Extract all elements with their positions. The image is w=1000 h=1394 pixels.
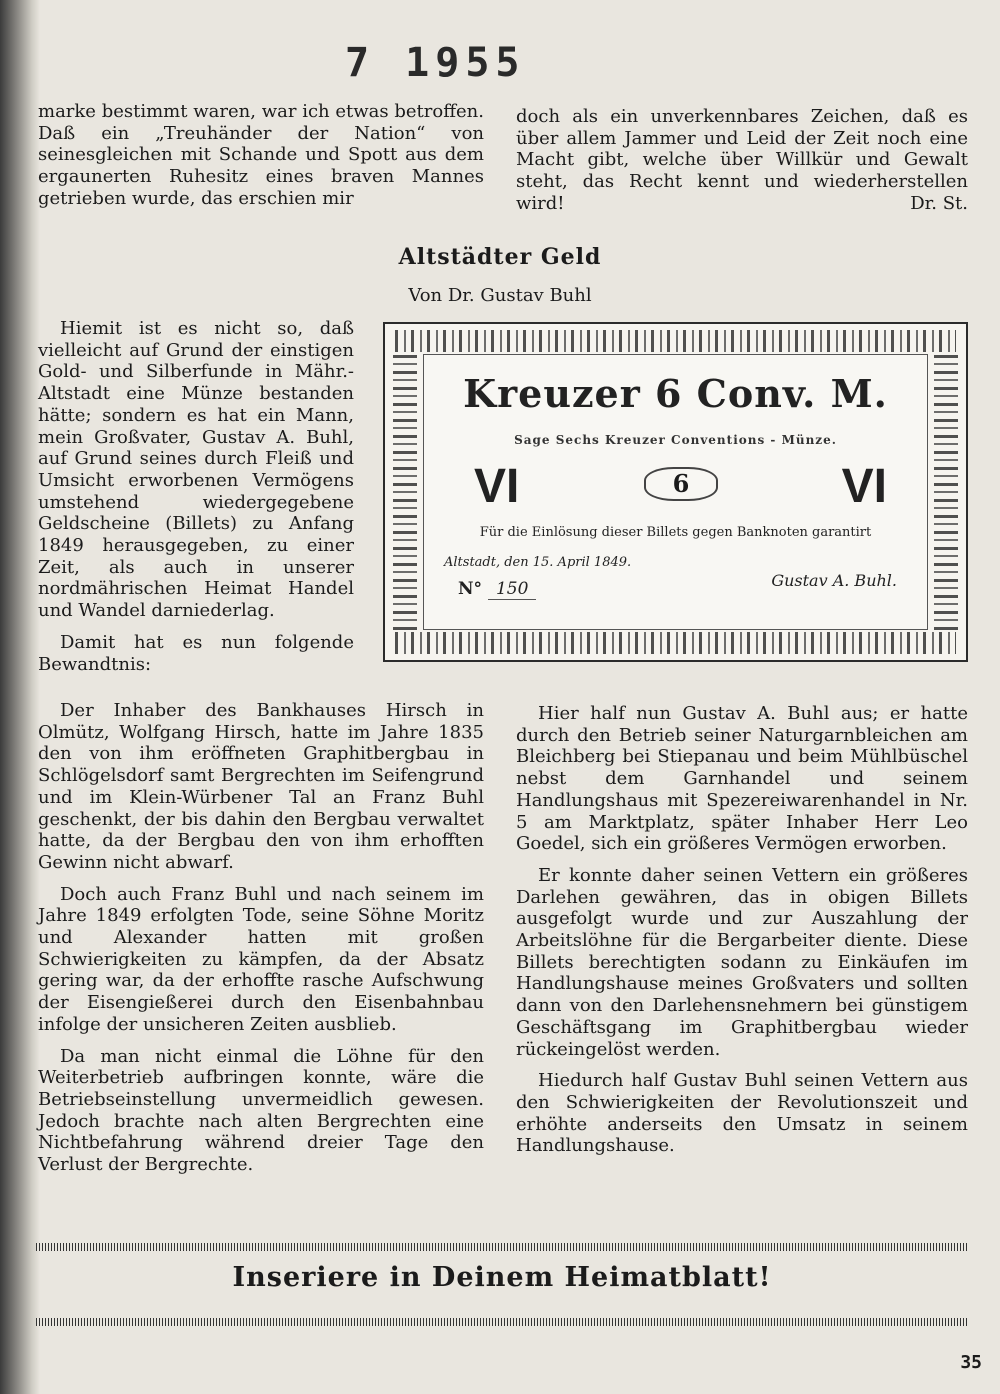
banknote-value-center: 6 [644, 467, 718, 501]
banknote-heading: Kreuzer 6 Conv. M. [463, 371, 888, 416]
banknote-number [458, 579, 536, 599]
top-left-text: marke bestimmt waren, war ich etwas betroffen. Daß ein „Treuhänder der Nation“ von seinesgleichen mit Schande und Spott aus dem ergaunerten Ruhesitz eines braven Mannes getrieben wurde, das erschien mir [38, 101, 484, 209]
issue-header: 7 1955 [345, 40, 526, 86]
banknote-field [423, 354, 928, 630]
article-column-right [516, 703, 968, 1167]
divider-top [36, 1243, 968, 1251]
banknote-number-value: 150 [488, 579, 536, 600]
banknote-ornament-top [395, 330, 956, 352]
banknote-date: Altstadt, den 15. April 1849. [444, 555, 632, 570]
banknote-subheading: Sage Sechs Kreuzer Conventions - Münze. [514, 433, 837, 447]
top-right-column [516, 106, 968, 225]
banknote-illustration [383, 322, 968, 662]
article-paragraph: Da man nicht einmal die Löhne für den Weiterbetrieb aufbringen konnte, wäre die Betriebseinstellung unvermeidlich gewesen. Jedoch brachte nach alten Bergrechten eine Nichtbefahrung während dreier Tage den Verlust der Bergrechte. [38, 1045, 484, 1176]
top-right-body: doch als ein unverkennbares Zeichen, daß es über allem Jammer und Leid der Zeit noch eine Macht gibt, welche über Willkür und Gewalt steht, das Recht kennt und wiederherstellen wird! [516, 106, 968, 214]
banknote-ornament-left [393, 354, 417, 630]
advertisement-slogan: Inseriere in Deinem Heimatblatt! [232, 1262, 772, 1293]
page-number: 35 [960, 1352, 982, 1373]
article-paragraph: Doch auch Franz Buhl und nach seinem im Jahre 1849 erfolgten Tode, seine Söhne Moritz und Alexander hatten mit großen Schwierigkeiten zu kämpfen, da der Absatz gering war, da der erhoffte rasche Aufschwung der Eisengießerei durch den Eisenbahnbau infolge der unsicheren Zeiten ausblieb. [38, 883, 484, 1035]
top-right-text [516, 106, 968, 215]
banknote-guarantee: Für die Einlösung dieser Billets gegen Banknoten garantirt [479, 525, 872, 540]
article-title: Altstädter Geld [398, 244, 602, 270]
book-spine-shadow [0, 0, 40, 1394]
article-paragraph: Damit hat es nun folgende Bewandtnis: [38, 631, 354, 675]
article-column-left [38, 700, 484, 1186]
article-paragraph: Hiemit ist es nicht so, daß vielleicht auf Grund der einstigen Gold- und Silberfunde in Mähr.-Altstadt eine Münze bestanden hätte; sondern es hat ein Mann, mein Großvater, Gustav A. Buhl, auf Grund seines durch Fleiß und Umsicht erworbenen Vermögens umstehend wiedergegebene Geldscheine (Billets) zu Anfang 1849 herausgegeben, zu einer Zeit, als auch in unserer nordmährischen Heimat Handel und Wandel darniederlag. [38, 318, 354, 622]
article-author: Von Dr. Gustav Buhl [408, 285, 592, 306]
article-paragraph: Hier half nun Gustav A. Buhl aus; er hatte durch den Betrieb seiner Naturgarnbleichen am Bleichberg bei Stiepanau und beim Mühlbüschel nebst dem Garnhandel und seinem Handlungshaus mit Spezereiwarenhandel in Nr. 5 am Marktplatz, später Inhaber Herr Leo Goedel, sich ein größeres Vermögen erworben. [516, 703, 968, 855]
banknote-number-label: N° [458, 579, 483, 599]
article-paragraph: Der Inhaber des Bankhauses Hirsch in Olmütz, Wolfgang Hirsch, hatte im Jahre 1835 den von ihm eröffneten Graphitbergbau in Schlögelsdorf samt Bergrechten im Seifengrund und im Klein-Würbener Tal an Franz Buhl geschenkt, der bis dahin den Bergbau verwaltet hatte, da der Bergbau den von ihm erhofften Gewinn nicht abwarf. [38, 700, 484, 873]
top-right-signature: Dr. St. [910, 192, 968, 214]
banknote-value-left: VI [474, 460, 520, 513]
article-paragraph: Hiedurch half Gustav Buhl seinen Vettern aus den Schwierigkeiten der Revolutionszeit und erhöhte anderseits den Umsatz in seinem Handlungshause. [516, 1070, 968, 1157]
banknote-signature: Gustav A. Buhl. [771, 571, 897, 590]
banknote-ornament-bottom [395, 632, 956, 654]
banknote-ornament-right [934, 354, 958, 630]
top-left-column [38, 101, 484, 220]
divider-bottom [36, 1318, 968, 1326]
article-paragraph: Er konnte daher seinen Vettern ein größeres Darlehen gewähren, das in obigen Billets ausgefolgt wurde und zur Auszahlung der Arbeitslöhne für die Bergarbeiter diente. Diese Billets berechtigten sodann zu Einkäufen im Handlungshause meines Großvaters und sollten dann von den Darlehensnehmern bei günstigem Geschäftsgang im Graphitbergbau wieder rückeingelöst werden. [516, 864, 968, 1060]
banknote-value-right: VI [841, 460, 887, 513]
article-column-narrow [38, 318, 354, 685]
